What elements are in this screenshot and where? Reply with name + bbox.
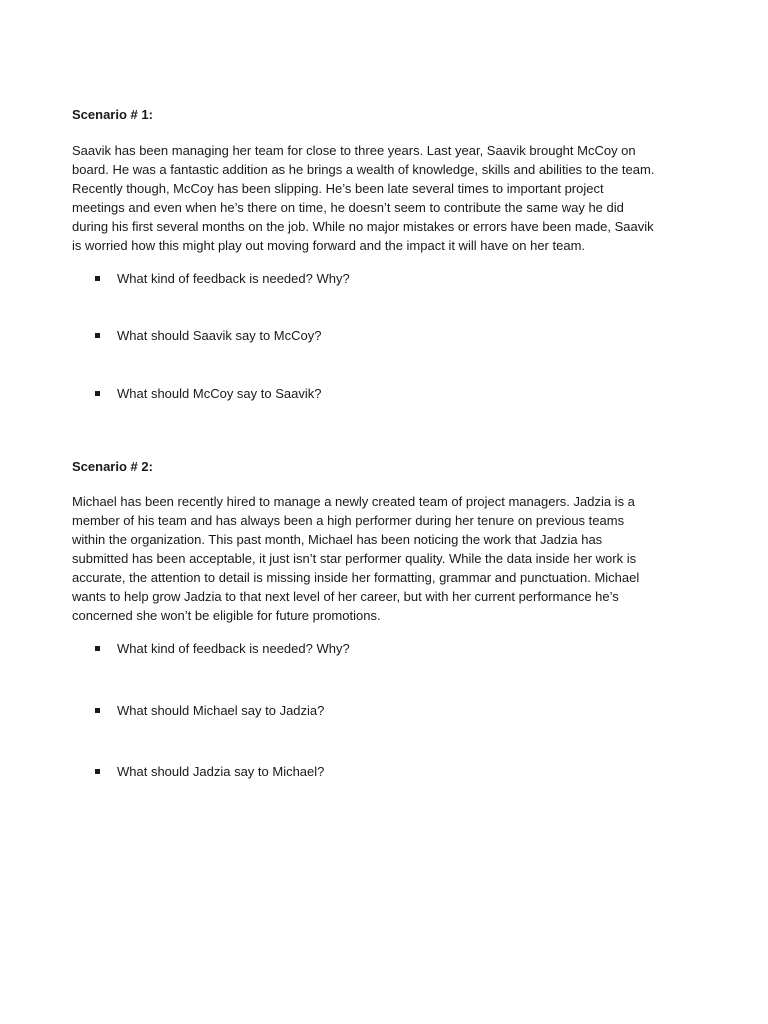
question-text: What should Michael say to Jadzia? <box>117 703 325 718</box>
square-bullet-icon <box>95 646 100 651</box>
question-text: What kind of feedback is needed? Why? <box>117 641 350 656</box>
paragraph-line: board. He was a fantastic addition as he brings a wealth of knowledge, skills and abilities to the team. <box>72 162 655 177</box>
scenario-1-question-2 <box>95 327 321 345</box>
scenario-2-question-1 <box>95 640 350 658</box>
paragraph-line: during his first several months on the job. While no major mistakes or errors have been made, Saavik <box>72 219 654 234</box>
square-bullet-icon <box>95 333 100 338</box>
paragraph-line: meetings and even when he’s there on time, he doesn’t seem to contribute the same way he did <box>72 200 624 215</box>
paragraph-line: Michael has been recently hired to manage a newly created team of project managers. Jadzia is a <box>72 494 635 509</box>
square-bullet-icon <box>95 769 100 774</box>
scenario-1-heading: Scenario # 1: <box>72 107 153 122</box>
scenario-1-paragraph <box>72 141 696 255</box>
scenario-2-question-2 <box>95 702 324 720</box>
paragraph-line: submitted has been acceptable, it just isn’t star performer quality. While the data inside her work is <box>72 551 637 566</box>
paragraph-line: member of his team and has always been a high performer during her tenure on previous teams <box>72 513 625 528</box>
scenario-2-question-3 <box>95 763 324 781</box>
square-bullet-icon <box>95 391 100 396</box>
question-text: What should McCoy say to Saavik? <box>117 386 322 401</box>
question-text: What should Jadzia say to Michael? <box>117 764 325 779</box>
paragraph-line: concerned she won’t be eligible for future promotions. <box>72 608 381 623</box>
question-text: What kind of feedback is needed? Why? <box>117 271 350 286</box>
paragraph-line: wants to help grow Jadzia to that next level of her career, but with her current performance he’s <box>72 589 619 604</box>
paragraph-line: Saavik has been managing her team for close to three years. Last year, Saavik brought McCoy on <box>72 143 636 158</box>
paragraph-line: Recently though, McCoy has been slipping. He’s been late several times to important project <box>72 181 604 196</box>
square-bullet-icon <box>95 276 100 281</box>
scenario-1-question-1 <box>95 270 350 288</box>
paragraph-line: is worried how this might play out moving forward and the impact it will have on her team. <box>72 238 586 253</box>
square-bullet-icon <box>95 708 100 713</box>
paragraph-line: within the organization. This past month, Michael has been noticing the work that Jadzia has <box>72 532 603 547</box>
scenario-2-heading: Scenario # 2: <box>72 459 153 474</box>
scenario-1-question-3 <box>95 385 321 403</box>
paragraph-line: accurate, the attention to detail is missing inside her formatting, grammar and punctuation. Michael <box>72 570 640 585</box>
scenario-2-paragraph <box>72 492 696 625</box>
question-text: What should Saavik say to McCoy? <box>117 328 322 343</box>
